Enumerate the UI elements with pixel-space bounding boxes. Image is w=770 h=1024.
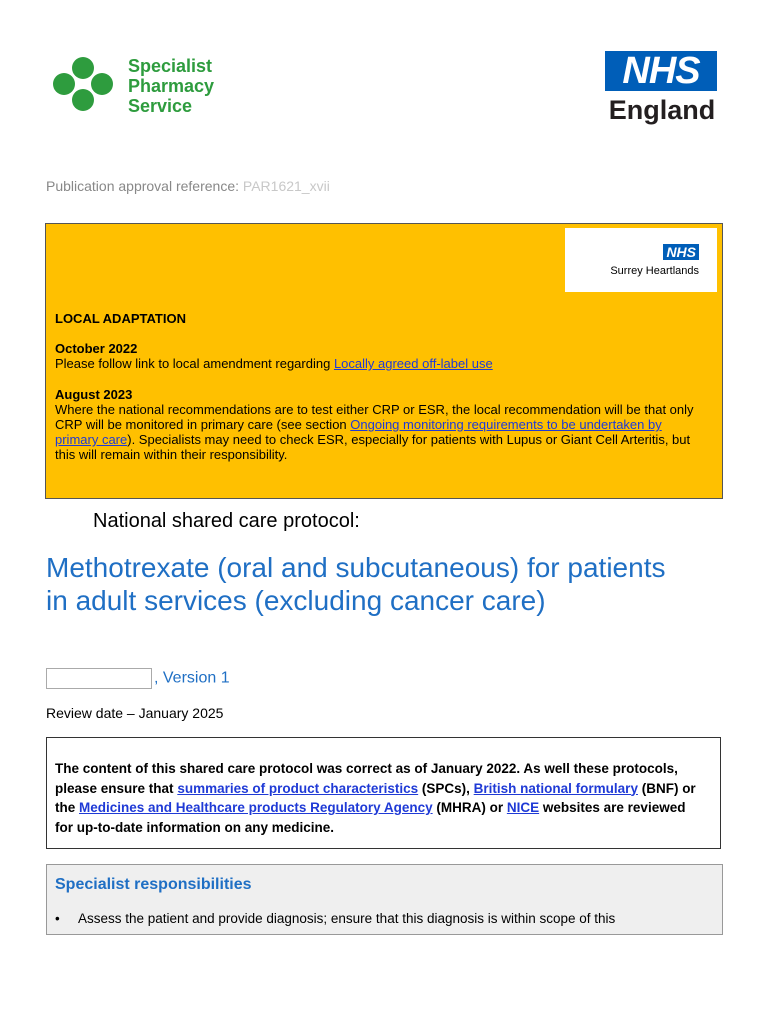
publication-reference: Publication approval reference: PAR1621_xvii xyxy=(46,178,330,194)
local-adaptation-heading: LOCAL ADAPTATION xyxy=(55,311,186,326)
mhra-link[interactable]: Medicines and Healthcare products Regulatory Agency xyxy=(79,800,433,815)
version-row: , Version 1 xyxy=(46,668,230,689)
review-date: Review date – January 2025 xyxy=(46,705,224,721)
october-2022-section: October 2022 Please follow link to local amendment regarding Locally agreed off-label use xyxy=(55,341,493,371)
bnf-link[interactable]: British national formulary xyxy=(473,780,638,796)
content-notice-text: The content of this shared care protocol was correct as of January 2022. As well these protocols, please ensure that summaries of product characteristics (SPCs), British national formulary (BNF) or the Medicines and Healthcare products Regulatory Agency (MHRA) or NICE websites are reviewed for up-to-date information on any medicine. xyxy=(55,761,696,835)
specialist-responsibilities-box xyxy=(46,864,723,935)
date-field[interactable] xyxy=(46,668,152,689)
monitoring-requirements-link[interactable]: Ongoing monitoring requirements to be undertaken by primary care xyxy=(55,417,662,447)
local-adaptation-box xyxy=(45,223,723,499)
nice-link[interactable]: NICE xyxy=(506,800,540,815)
spc-link[interactable]: summaries of product characteristics xyxy=(177,780,419,796)
content-notice-box xyxy=(46,737,721,849)
nhs-england-logo xyxy=(603,51,718,131)
specialist-responsibilities-list xyxy=(55,911,615,926)
list-item: • Assess the patient and provide diagnosis; ensure that this diagnosis is within scope of this xyxy=(55,911,615,926)
surrey-heartlands-logo: NHS Surrey Heartlands xyxy=(565,228,717,292)
protocol-label: National shared care protocol: xyxy=(93,510,360,532)
nhs-logo-mark: NHS xyxy=(605,51,717,91)
locally-agreed-off-label-link[interactable]: Locally agreed off-label use xyxy=(333,356,493,371)
document-title: Methotrexate (oral and subcutaneous) for patients in adult services (excluding cancer care) xyxy=(46,552,666,616)
specialist-responsibilities-heading: Specialist responsibilities xyxy=(55,876,252,893)
nhs-logo-region: England xyxy=(608,95,716,125)
sps-name: Specialist Pharmacy Service xyxy=(128,56,215,116)
sps-logo xyxy=(52,56,242,116)
sps-clover-icon xyxy=(52,56,114,112)
august-2023-section: August 2023 Where the national recommendations are to test either CRP or ESR, the local recommendation will be that only CRP will be monitored in primary care (see section Ongoing monitoring requirements to be undertaken by primary care). Specialists may need to check ESR, especially for patients with Lupus or Giant Cell Arteritis, but this will remain within their responsibility. xyxy=(55,387,694,462)
